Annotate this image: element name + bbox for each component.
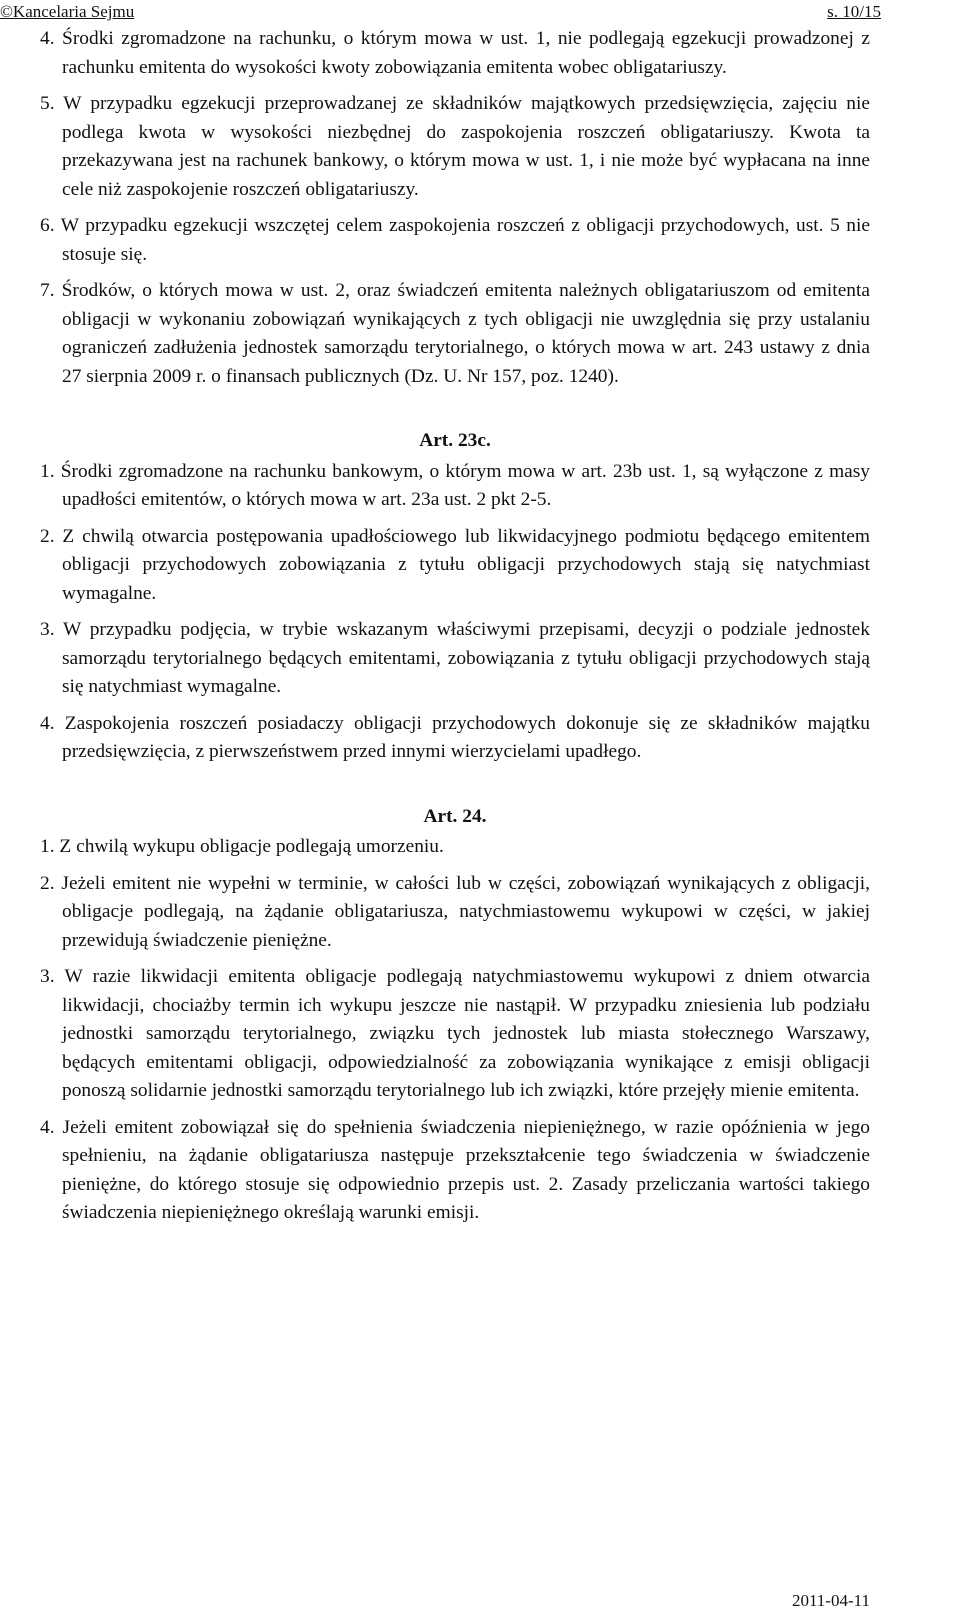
- paragraph: 2. Z chwilą otwarcia postępowania upadłościowego lub likwidacyjnego podmiotu będącego emitentem obligacji przychodowych zobowiązania z tytułu obligacji przychodowych stają się natychmiast wymagalne.: [40, 525, 870, 604]
- paragraph: 4. Środki zgromadzone na rachunku, o którym mowa w ust. 1, nie podlegają egzekucji prowadzonej z rachunku emitenta do wysokości kwoty zobowiązania emitenta wobec obligatariuszy.: [40, 28, 870, 78]
- page-number[interactable]: s. 10/15: [827, 2, 881, 21]
- paragraph: 4. Zaspokojenia roszczeń posiadaczy obligacji przychodowych dokonuje się ze składników majątku przedsięwzięcia, z pierwszeństwem przed innymi wierzycielami upadłego.: [40, 712, 870, 762]
- paragraph: 3. W przypadku podjęcia, w trybie wskazanym właściwymi przepisami, decyzji o podziale jednostek samorządu terytorialnego będących emitentami, zobowiązania z tytułu obligacji przychodowych stają się natychmiast wymagalne.: [40, 619, 870, 697]
- paragraph: 1. Środki zgromadzone na rachunku bankowym, o którym mowa w art. 23b ust. 1, są wyłączone z masy upadłości emitentów, o których mowa w art. 23a ust. 2 pkt 2-5.: [40, 460, 870, 510]
- copyright-link[interactable]: ©Kancelaria Sejmu: [0, 2, 135, 21]
- paragraph: 7. Środków, o których mowa w ust. 2, oraz świadczeń emitenta należnych obligatariuszom od emitenta obligacji w wykonaniu zobowiązań wynikających z tych obligacji nie uwzględnia się przy ustalaniu ograniczeń zadłużenia jednostek samorządu terytorialnego, o których mowa w art. 243 ustawy z dnia 27 sierpnia 2009 r. o finansach publicznych (Dz. U. Nr 157, poz. 1240).: [40, 280, 870, 387]
- paragraph: 1. Z chwilą wykupu obligacje podlegają umorzeniu.: [40, 836, 444, 857]
- paragraph: 6. W przypadku egzekucji wszczętej celem zaspokojenia roszczeń z obligacji przychodowych, ust. 5 nie stosuje się.: [40, 215, 870, 265]
- article-title-23c: Art. 23c.: [419, 430, 491, 451]
- page-header: [0, 0, 960, 24]
- paragraph: 2. Jeżeli emitent nie wypełni w terminie, w całości lub w części, zobowiązań wynikających z obligacji, obligacje podlegają, na żądanie obligatariusza, natychmiastowemu wykupowi w części, w jakiej przewidują świadczenie pieniężne.: [40, 872, 870, 951]
- footer-date: 2011-04-11: [791, 1591, 870, 1610]
- paragraph: 3. W razie likwidacji emitenta obligacje podlegają natychmiastowemu wykupowi z dniem otwarcia likwidacji, chociażby termin ich wykupu jeszcze nie nastąpił. W przypadku zniesienia lub podziału jednostki samorządu terytorialnego, związku tych jednostek lub miasta stołecznego Warszawy, będących emitentami obligacji, odpowiedzialność za zobowiązania wynikające z emisji obligacji ponoszą solidarnie jednostki samorządu terytorialnego lub ich związki, które przejęły mienie emitenta.: [40, 966, 870, 1101]
- paragraph: 4. Jeżeli emitent zobowiązał się do spełnienia świadczenia niepieniężnego, w razie opóźnienia w jego spełnieniu, na żądanie obligatariusza następuje przekształcenie tego świadczenia w świadczenie pieniężne, do którego stosuje się odpowiednio przepis ust. 2. Zasady przeliczania wartości takiego świadczenia niepieniężnego określają warunki emisji.: [40, 1116, 870, 1223]
- document-body: [40, 23, 870, 1236]
- paragraph: 5. W przypadku egzekucji przeprowadzanej ze składników majątkowych przedsięwzięcia, zajęciu nie podlega kwota w wysokości niezbędnej do zaspokojenia roszczeń obligatariuszy. Kwota ta przekazywana jest na rachunek bankowy, o którym mowa w ust. 1, i nie może być wypłacana na inne cele niż zaspokojenie roszczeń obligatariuszy.: [40, 93, 870, 200]
- article-title-24: Art. 24.: [423, 805, 487, 827]
